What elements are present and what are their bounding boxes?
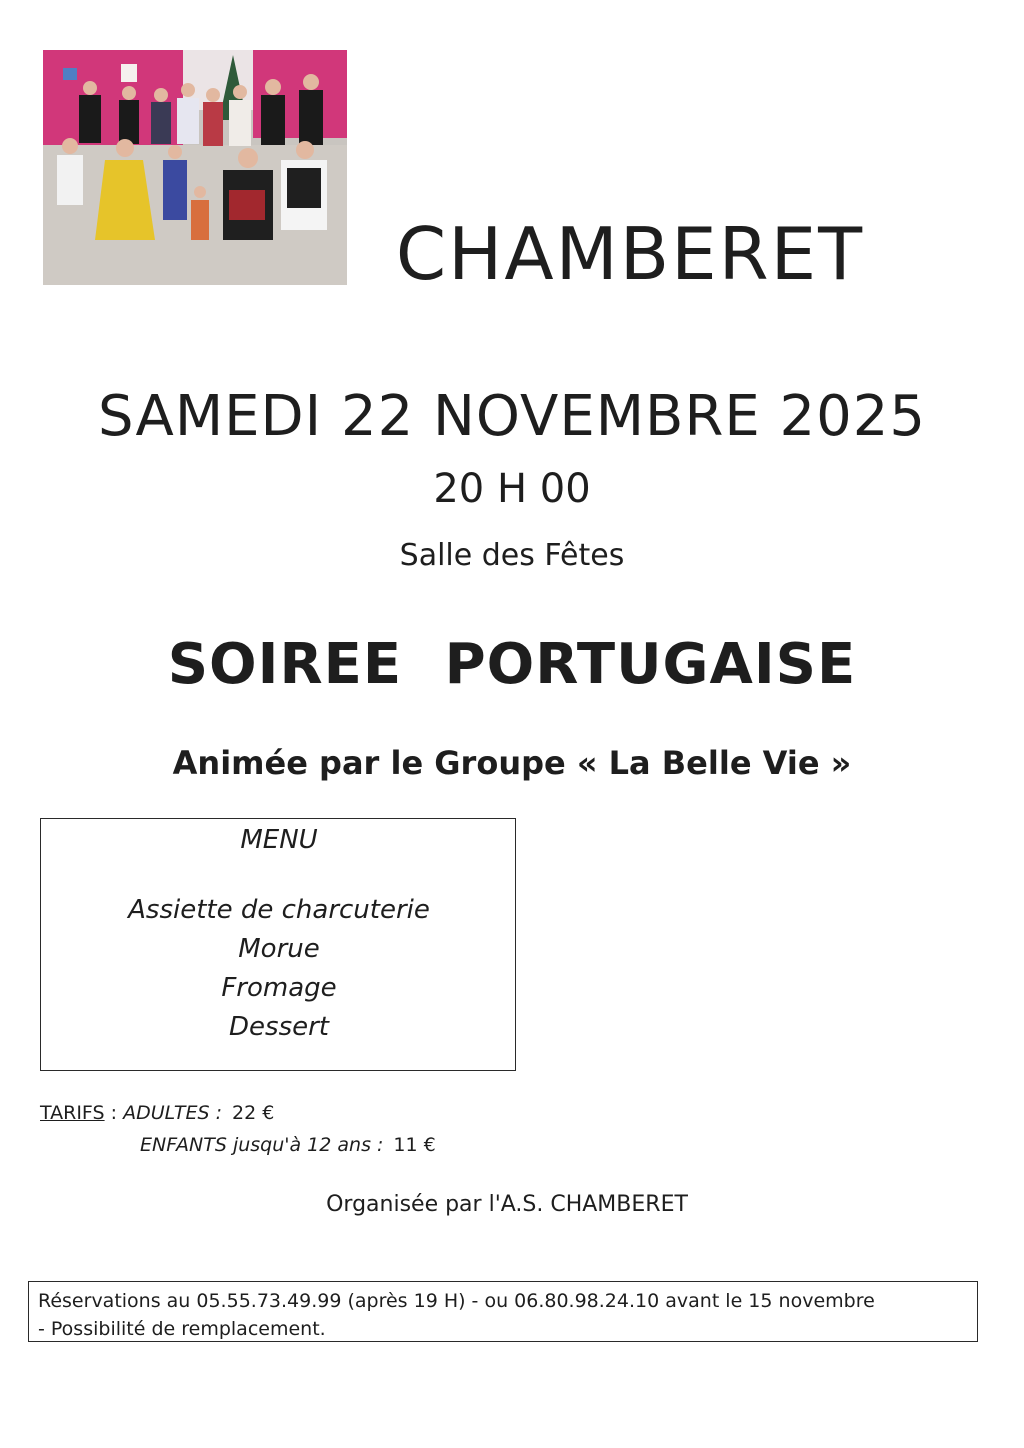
child-price-row [140,1134,436,1156]
adult-label: ADULTES : [123,1102,223,1124]
menu-item: Morue [238,934,320,964]
child-label: ENFANTS jusqu'à 12 ans : [140,1134,384,1156]
reservations-line-1: Réservations au 05.55.73.49.99 (après 19 H) - ou 06.80.98.24.10 avant le 15 novembre [38,1290,875,1312]
adult-price: 22 € [232,1102,275,1124]
menu-box [40,818,516,1071]
child-price: 11 € [393,1134,436,1156]
event-title: SOIREE PORTUGAISE [167,632,857,697]
menu-item: Dessert [229,1012,329,1042]
group-photo-image [43,50,347,285]
reservations-line-2: - Possibilité de remplacement. [38,1318,326,1340]
group-photo [43,50,347,285]
tarifs-label: TARIFS [40,1102,105,1124]
tarifs-separator: : [104,1102,124,1124]
adult-price-row [40,1102,274,1124]
town-name: CHAMBERET [395,212,865,296]
event-time: 20 H 00 [433,466,591,512]
reservations-box [28,1281,978,1342]
menu-item: Fromage [221,973,337,1003]
organizer-line: Organisée par l'A.S. CHAMBERET [326,1192,688,1217]
menu-title: MENU [240,825,318,855]
menu-list [41,891,517,1047]
event-venue: Salle des Fêtes [399,538,625,573]
event-date: SAMEDI 22 NOVEMBRE 2025 [97,384,927,449]
band-line: Animée par le Groupe « La Belle Vie » [172,744,852,782]
menu-item: Assiette de charcuterie [128,895,430,925]
